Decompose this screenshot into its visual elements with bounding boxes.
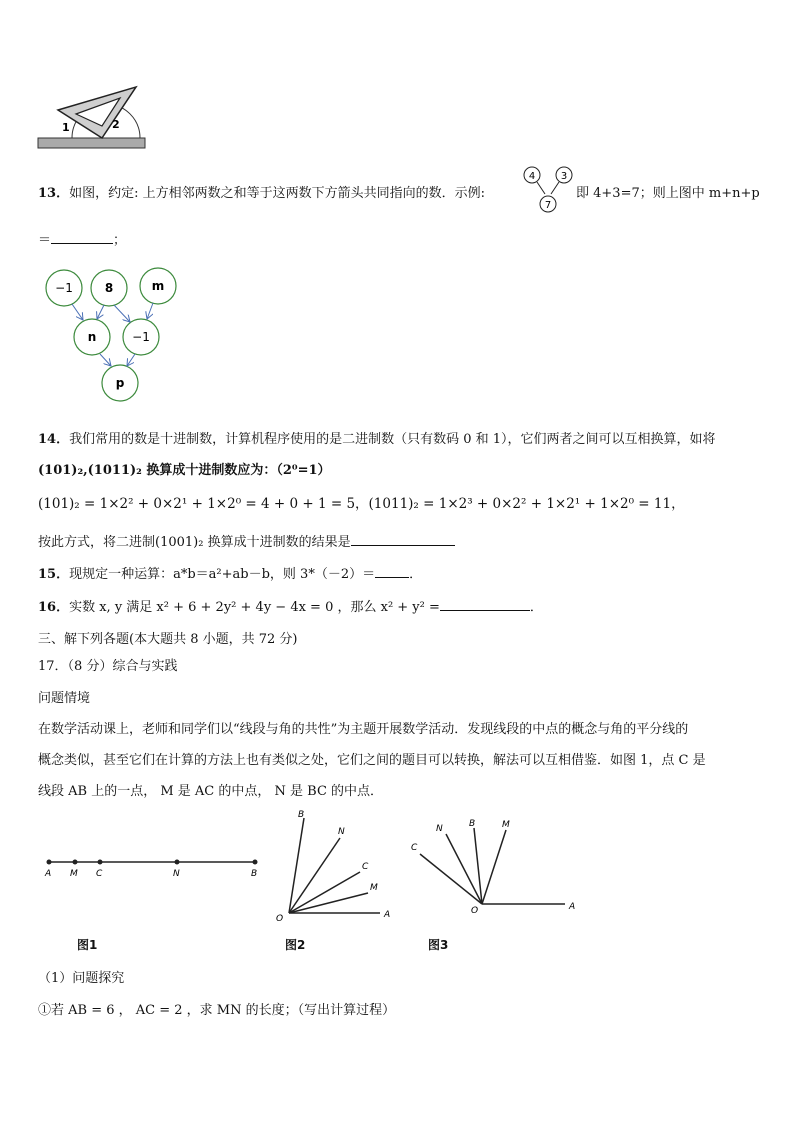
example-node-7: 7 [544,200,552,211]
figure-1-caption: 图1 [77,938,98,952]
q13-example-diagram [518,163,574,217]
q14-formula: (101)₂ = 1×2² + 0×2¹ + 1×2⁰ = 4 + 0 + 1 = 5，(1011)₂ = 1×2³ + 0×2² + 1×2¹ + 1×2⁰ = 11， [38,496,685,512]
angle-label-1: 1 [62,121,70,134]
tree-node-neg1-mid: −1 [132,330,150,344]
tree-node-p: p [115,376,125,390]
q13-text: 13．如图，约定: 上方相邻两数之和等于这两数下方箭头共同指向的数．示例: [38,186,485,201]
q17-part1-question: ①若 AB = 6 ， AC = 2 ，求 MN 的长度；（写出计算过程） [38,1003,396,1018]
fig1-point-M: M [70,869,78,878]
fig3-point-C: C [411,843,418,853]
fig2-point-M: M [370,883,378,893]
figure-3-caption: 图3 [428,938,449,952]
figure-3-angle [405,814,580,918]
q13-text-after: 即 4+3=7；则上图中 m+n+p [576,186,760,201]
q17-part1-heading: （1）问题探究 [38,971,125,986]
q15-text: 15．现规定一种运算：a*b＝a²+ab－b，则 3*（－2）＝ ． [38,563,422,582]
tree-node-neg1-top: −1 [55,281,73,295]
q17-para3: 线段 AB 上的一点， M 是 AC 的中点， N 是 BC 的中点． [38,784,384,799]
fig1-point-B: B [251,869,258,878]
fig3-point-B: B [469,819,476,829]
q13-answer-line: ＝ ； [38,229,126,248]
triangle-ruler-figure [36,84,151,152]
q13-answer-blank[interactable] [51,229,113,244]
fig3-point-O: O [471,906,479,916]
fig3-point-N: N [436,824,443,834]
angle-label-2: 2 [112,118,120,131]
fig2-point-O: O [276,914,284,924]
q14-line4: 按此方式，将二进制(1001)₂ 换算成十进制数的结果是 [38,531,455,550]
q17-subtitle: 问题情境 [38,691,91,706]
q15-answer-blank[interactable] [375,563,409,578]
figure-1-segment [40,848,270,878]
section-3-heading: 三、解下列各题(本大题共 8 小题，共 72 分) [38,632,298,647]
q14-line1: 14．我们常用的数是十进制数，计算机程序使用的是二进制数（只有数码 0 和 1），它们两者之间可以互相换算，如将 [38,432,716,447]
tree-node-n: n [87,330,97,344]
figure-2-caption: 图2 [285,938,306,952]
q17-para2: 概念类似，甚至它们在计算的方法上也有类似之处，它们之间的题目可以转换，解法可以互相借鉴．如图 1，点 C 是 [38,753,706,768]
q13-tree-diagram [40,262,190,404]
example-node-3: 3 [560,171,568,182]
fig2-point-N: N [338,827,345,837]
q14-answer-blank[interactable] [351,531,455,546]
q16-text: 16．实数 x, y 满足 x² + 6 + 2y² + 4y − 4x = 0 ，那么 x² + y² = ． [38,596,543,615]
q17-para1: 在数学活动课上，老师和同学们以“线段与角的共性”为主题开展数学活动．发现线段的中点的概念与角的平分线的 [38,722,689,737]
fig2-point-A: A [384,910,391,920]
tree-node-m: m [151,279,165,293]
q17-title: 17．（8 分）综合与实践 [38,659,178,674]
fig1-point-N: N [173,869,180,878]
tree-node-8: 8 [104,281,114,295]
example-node-4: 4 [528,171,536,182]
figure-2-angle [272,806,402,926]
fig2-point-C: C [362,862,369,872]
fig1-point-C: C [96,869,103,878]
fig3-point-A: A [569,902,576,912]
fig2-point-B: B [298,810,305,820]
fig3-point-M: M [502,820,510,830]
q14-line2: (101)₂,(1011)₂ 换算成十进制数应为：（2⁰=1） [38,463,331,478]
fig1-point-A: A [45,869,52,878]
q16-answer-blank[interactable] [440,596,530,611]
